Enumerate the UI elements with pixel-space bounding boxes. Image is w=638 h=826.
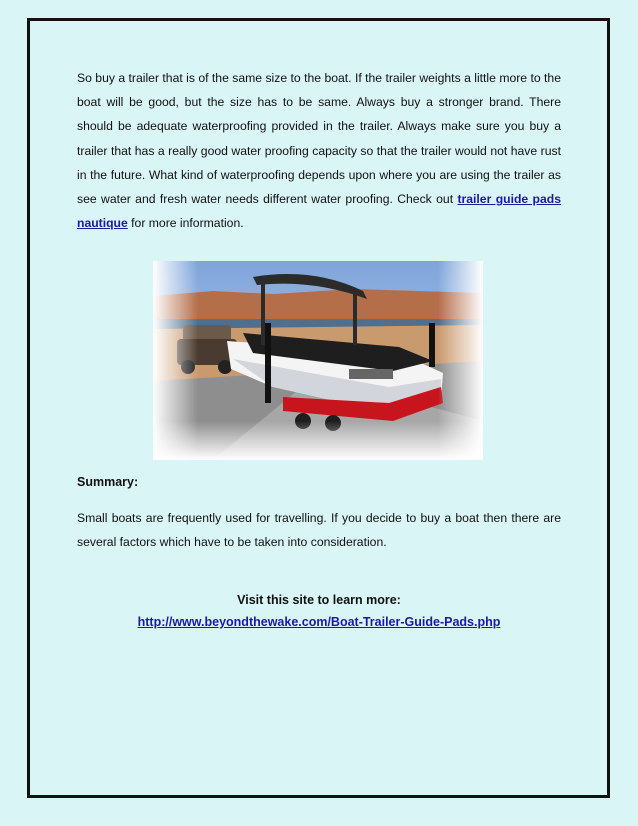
visit-label: Visit this site to learn more: (237, 593, 401, 607)
summary-heading: Summary: (77, 475, 139, 489)
beyondthewake-url-link[interactable]: http://www.beyondthewake.com/Boat-Trailer-Guide-Pads.php (137, 615, 501, 629)
trailer-guide-pads-link[interactable]: trailer guide pads nautique (77, 192, 562, 231)
summary-paragraph: Small boats are frequently used for travelling. If you decide to buy a boat then there are several factors which have to be taken into consideration. (77, 511, 561, 550)
boat-trailer-photo (153, 261, 483, 460)
intro-paragraph (77, 66, 561, 235)
intro-text-start: So buy a trailer that is of the same size to the boat. If the trailer weights a little more to the boat will be good, but the size has to be same. Always buy a stronger brand. There should be adequate waterproofing provided in the trailer. Always make sure you buy a trailer that has a really good water proofing capacity so that the trailer would not have rust in the future. What kind of waterproofing depends upon where you are using the trailer as see water and fresh water needs different water proofing. Check out (77, 71, 561, 207)
intro-text-end: for more information. (127, 216, 244, 231)
